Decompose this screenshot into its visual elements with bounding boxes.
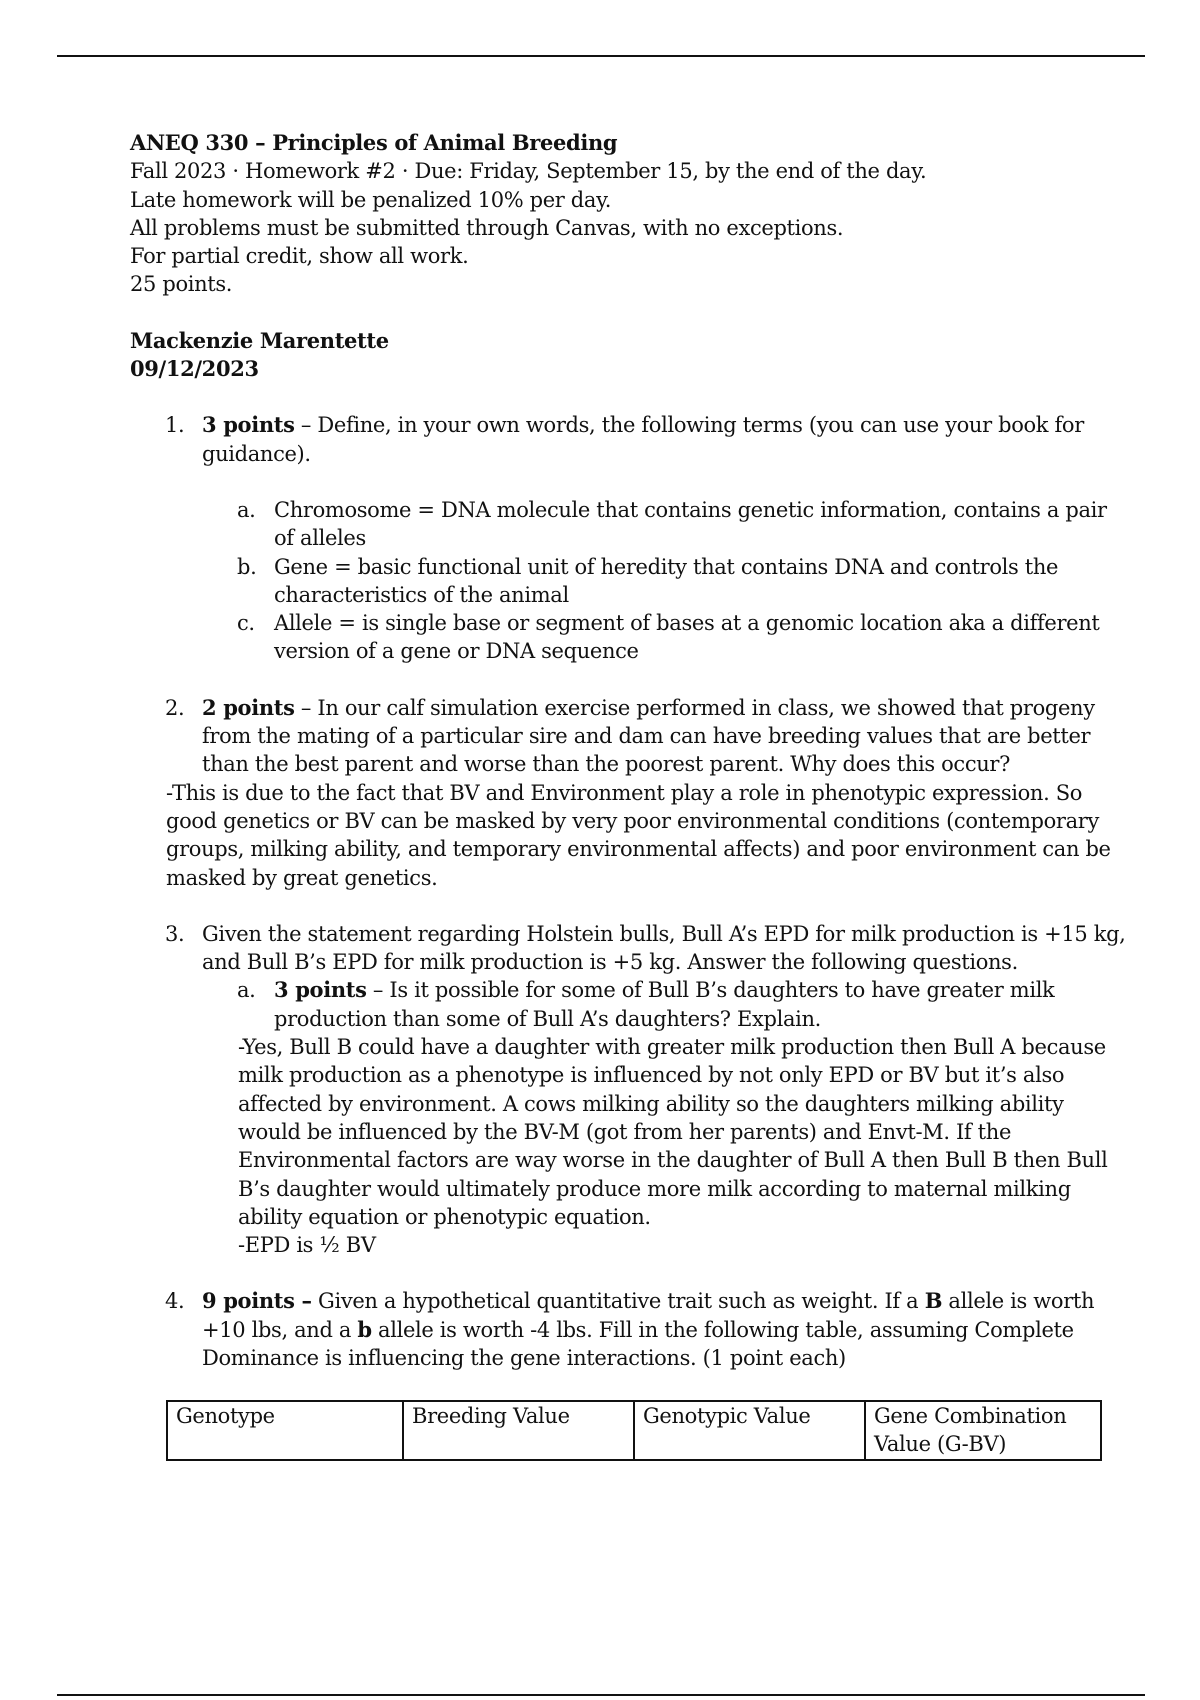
submission-policy-line: All problems must be submitted through Canvas, with no exceptions. bbox=[130, 215, 844, 240]
genotype-table bbox=[166, 1400, 1102, 1461]
term-item: a. Chromosome = DNA molecule that contains genetic information, contains a pair of alleles bbox=[237, 497, 1107, 551]
student-name: Mackenzie Marentette bbox=[130, 327, 389, 353]
column-genotypic-value: Genotypic Value bbox=[634, 1401, 865, 1460]
question-1 bbox=[130, 411, 1130, 665]
subquestion-list bbox=[202, 976, 1130, 1033]
table-header-row bbox=[167, 1401, 1101, 1460]
submission-date: 09/12/2023 bbox=[130, 356, 259, 382]
question-number: 2. bbox=[165, 695, 185, 720]
subquestion-prompt: 3 points – Is it possible for some of Bull B’s daughters to have greater milk production than some of Bull A’s daughters? Explain. bbox=[274, 977, 1055, 1031]
question-prompt: Given the statement regarding Holstein bulls, Bull A’s EPD for milk production is +15 kg, and Bull B’s EPD for milk production is +5 kg. Answer the following questions. bbox=[202, 921, 1126, 975]
assignment-header bbox=[130, 129, 1130, 299]
question-list bbox=[130, 411, 1130, 1372]
question-prompt: 3 points – Define, in your own words, the following terms (you can use your book for guidance). bbox=[202, 412, 1084, 466]
late-policy-line: Late homework will be penalized 10% per day. bbox=[130, 187, 612, 212]
answer-text: -Yes, Bull B could have a daughter with greater milk production then Bull A because milk production as a phenotype is influenced by not only EPD or BV but it’s also affected by environment. A cows milking ability so the daughters milking ability would be influenced by the BV-M (got from her parents) and Envt-M. If the Environmental factors are way worse in the daughter of Bull A then Bull B then Bull B’s daughter would ultimately produce more milk according to maternal milking ability equation or phenotypic equation. bbox=[238, 1035, 1108, 1229]
column-gene-combination-value: Gene Combination Value (G-BV) bbox=[865, 1401, 1101, 1460]
subquestion-a: a. 3 points – Is it possible for some of Bull B’s daughters to have greater milk production than some of Bull A’s daughters? Explain. bbox=[237, 977, 1055, 1031]
column-genotype: Genotype bbox=[167, 1401, 403, 1460]
student-info bbox=[130, 327, 1130, 384]
answer-text: -This is due to the fact that BV and Environment play a role in phenotypic expression. So good genetics or BV can be masked by very poor environmental conditions (contemporary groups, milking ability, and temporary environmental affects) and poor environment can be masked by great genetics. bbox=[166, 780, 1111, 890]
term-list bbox=[202, 496, 1130, 666]
term-definition: Chromosome = DNA molecule that contains genetic information, contains a pair of alleles bbox=[274, 497, 1107, 551]
partial-credit-line: For partial credit, show all work. bbox=[130, 244, 469, 269]
due-date-line: Fall 2023 · Homework #2 · Due: Friday, September 15, by the end of the day. bbox=[130, 159, 927, 184]
column-breeding-value: Breeding Value bbox=[403, 1401, 634, 1460]
term-item: b. Gene = basic functional unit of heredity that contains DNA and controls the characteristics of the animal bbox=[237, 554, 1059, 607]
question-number: 1. bbox=[165, 413, 185, 438]
answer-note: -EPD is ½ BV bbox=[238, 1233, 376, 1258]
term-item: c. Allele = is single base or segment of bases at a genomic location aka a different version of a gene or DNA sequence bbox=[237, 611, 1100, 664]
total-points-line: 25 points. bbox=[130, 272, 233, 297]
question-prompt: 9 points – Given a hypothetical quantitative trait such as weight. If a B allele is worth +10 lbs, and a b allele is worth -4 lbs. Fill in the following table, assuming Complete Dominance is influencing the gene interactions. (1 point each) bbox=[202, 1288, 1095, 1370]
bottom-rule bbox=[57, 1694, 1145, 1696]
top-rule bbox=[57, 55, 1145, 57]
question-3 bbox=[130, 920, 1130, 1260]
document-page bbox=[130, 129, 1130, 1461]
question-4 bbox=[130, 1287, 1130, 1372]
question-number: 4. bbox=[165, 1289, 185, 1314]
term-definition: Gene = basic functional unit of heredity that contains DNA and controls the characteristics of the animal bbox=[274, 554, 1059, 607]
question-number: 3. bbox=[165, 921, 185, 946]
term-definition: Allele = is single base or segment of bases at a genomic location aka a different version of a gene or DNA sequence bbox=[274, 611, 1100, 664]
question-prompt: 2 points – In our calf simulation exercise performed in class, we showed that progeny from the mating of a particular sire and dam can have breeding values that are better than the best parent and worse than the poorest parent. Why does this occur? bbox=[202, 694, 1095, 777]
course-title: ANEQ 330 – Principles of Animal Breeding bbox=[130, 130, 618, 155]
question-2 bbox=[130, 694, 1130, 892]
